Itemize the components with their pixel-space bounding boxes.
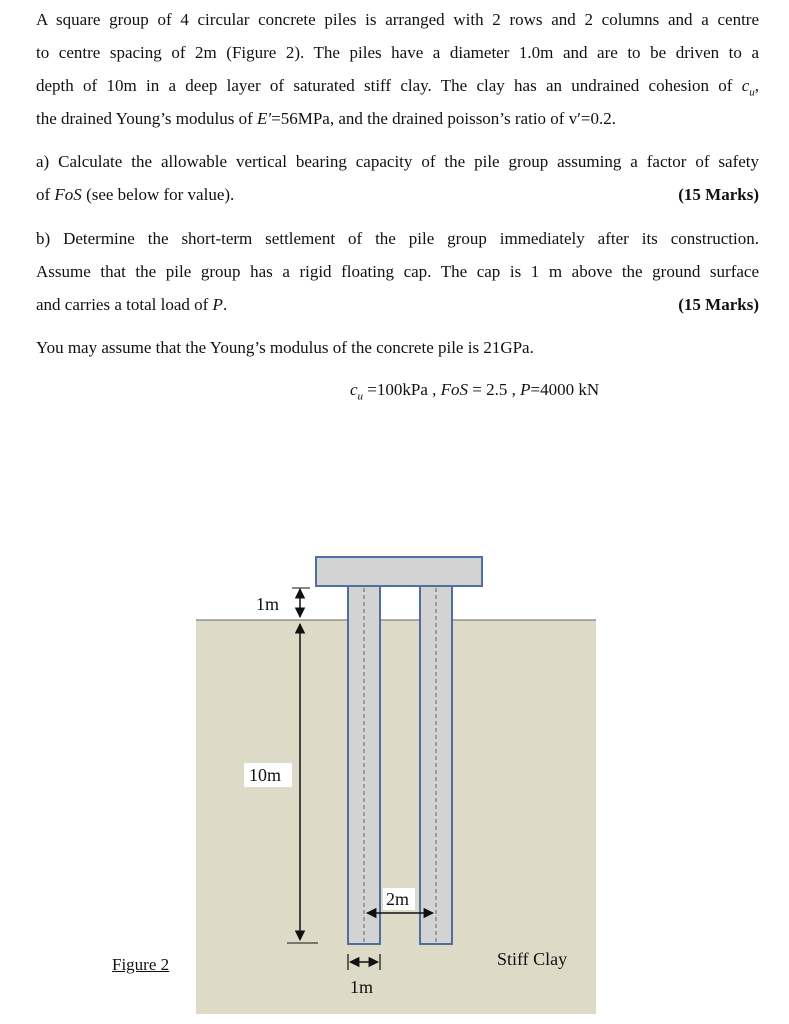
part-a-line-2: of FoS (see below for value). (15 Marks) bbox=[36, 178, 759, 211]
param-cu-symbol: $c_u$ bbox=[350, 380, 364, 403]
part-b-marks: (15 Marks) bbox=[678, 295, 759, 314]
fos-symbol: FoS bbox=[54, 185, 82, 204]
param-p-value: =4000 kN bbox=[530, 380, 600, 399]
cu-symbol: $c_u$ bbox=[741, 76, 755, 99]
param-fos-symbol: FoS bbox=[440, 380, 469, 399]
part-b-line-1: b) Determine the short-term settlement of the pile group immediately after its construction. bbox=[36, 229, 759, 248]
part-b-line-2: Assume that the pile group has a rigid floating cap. The cap is 1 m above the ground surface bbox=[36, 262, 759, 281]
intro-line-4-end: and the drained poisson’s ratio of v′=0.2. bbox=[338, 109, 617, 128]
pile-cap bbox=[316, 557, 482, 586]
soil-label: Stiff Clay bbox=[497, 949, 568, 969]
intro-line-4-text: the drained Young’s modulus of bbox=[36, 109, 253, 128]
cap-height-label: 1m bbox=[256, 594, 280, 614]
part-a-marks: (15 Marks) bbox=[678, 185, 759, 204]
young-symbol: E′ bbox=[257, 109, 272, 128]
part-b-line-3: and carries a total load of P. (15 Marks) bbox=[36, 288, 759, 321]
spacing-label: 2m bbox=[386, 889, 410, 909]
intro-line-1: A square group of 4 circular concrete piles is arranged with 2 rows and 2 columns and a centre bbox=[36, 10, 759, 29]
intro-line-3-text: depth of 10m in a deep layer of saturated stiff clay. The clay has an undrained cohesion of bbox=[36, 76, 733, 95]
depth-label: 10m bbox=[249, 765, 282, 785]
diameter-label: 1m bbox=[350, 977, 374, 997]
param-fos-value: = 2.5 , bbox=[468, 380, 521, 399]
assumption-line: You may assume that the Young’s modulus of the concrete pile is 21GPa. bbox=[36, 338, 534, 357]
intro-line-2: to centre spacing of 2m (Figure 2). The piles have a diameter 1.0m and are to be driven to a bbox=[36, 43, 759, 62]
figure-caption: Figure 2 bbox=[112, 955, 170, 974]
param-p-symbol: P bbox=[520, 380, 531, 399]
young-value: =56MPa, bbox=[271, 109, 339, 128]
intro-line-3: depth of 10m in a deep layer of saturated stiff clay. The clay has an undrained cohesion of $c_u$, bbox=[36, 76, 759, 99]
param-cu-value: =100kPa , bbox=[363, 380, 441, 399]
part-a-line-1: a) Calculate the allowable vertical bearing capacity of the pile group assuming a factor of safety bbox=[36, 152, 759, 171]
p-symbol: P bbox=[212, 295, 223, 314]
